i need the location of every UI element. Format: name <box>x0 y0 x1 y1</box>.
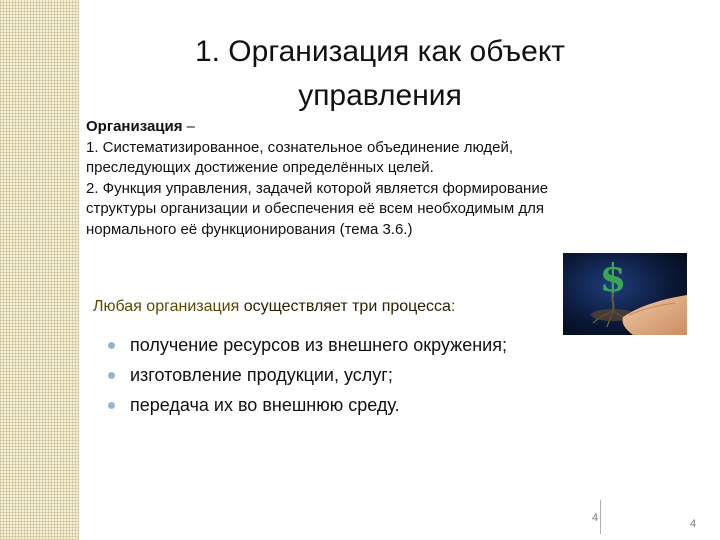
processes-intro-prefix: Любая организация <box>93 298 244 315</box>
definition-line: нормального её функционирования (тема 3.6.) <box>86 220 413 238</box>
processes-intro-emphasis: осуществляет три процесса <box>243 298 451 315</box>
definition-line: 2. Функция управления, задачей которой является формирование <box>86 179 549 197</box>
definition-term: Организация <box>86 118 183 135</box>
processes-intro <box>93 298 455 316</box>
list-item-text: получение ресурсов из внешнего окружения; <box>130 335 507 355</box>
processes-intro-suffix: : <box>450 298 456 315</box>
list-item-text: передача их во внешнюю среду. <box>130 395 400 415</box>
definition-line: преследующих достижение определённых целей. <box>86 159 434 176</box>
definition-dash: – <box>182 118 196 135</box>
definition-block <box>86 117 666 240</box>
list-item <box>108 390 507 420</box>
list-item <box>108 360 507 390</box>
list-item-text: изготовление продукции, услуг; <box>130 365 393 385</box>
bullet-dot-icon <box>108 402 115 409</box>
money-plant-hand-image <box>563 253 687 335</box>
money-plant-illustration <box>563 253 687 335</box>
definition-heading <box>86 117 666 138</box>
bullet-dot-icon <box>108 372 115 379</box>
slide-frame-edge <box>600 500 601 534</box>
processes-list <box>108 330 507 420</box>
svg-text:$: $ <box>599 255 627 300</box>
slide-title <box>110 30 650 118</box>
page-number-inner: 4 <box>592 512 599 524</box>
definition-line: структуры организации и обеспечения её всем необходимым для <box>86 200 544 217</box>
title-line-2: управления <box>298 79 462 112</box>
page-number-outer: 4 <box>690 518 697 530</box>
decorative-side-band <box>0 0 79 540</box>
definition-line: 1. Систематизированное, сознательное объединение людей, <box>86 138 514 156</box>
title-line-1: 1. Организация как объект <box>194 35 566 68</box>
list-item <box>108 330 507 360</box>
bullet-dot-icon <box>108 342 115 349</box>
